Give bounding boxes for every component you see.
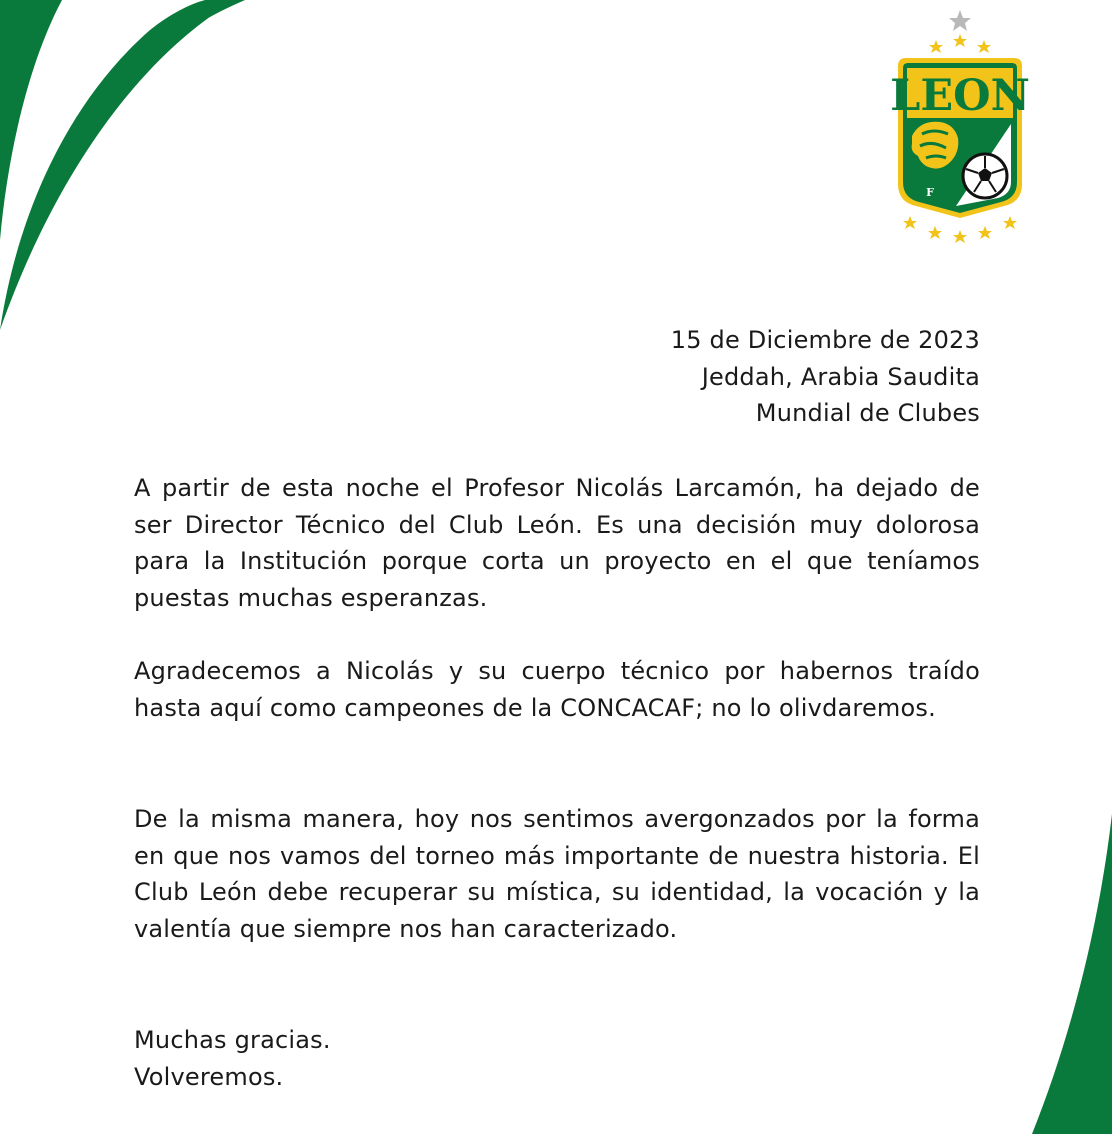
crest-name-text: LEON	[890, 71, 1030, 121]
gold-star-icon	[953, 34, 967, 47]
letter-event: Mundial de Clubes	[755, 399, 980, 427]
gold-star-icon	[977, 40, 991, 53]
letter-paragraph-1: A partir de esta noche el Profesor Nicolás Larcamón, ha dejado de ser Director Técnico del Club León. Es una decisión muy dolorosa para la Institución porque corta un proyecto en el que teníamos puestas muchas esperanzas.	[134, 474, 980, 612]
closing-signoff: Volveremos.	[134, 1063, 284, 1091]
crest-initial-c: C	[935, 194, 945, 207]
gold-star-icon	[929, 40, 943, 53]
gold-star-icon	[978, 226, 992, 239]
letter-paragraph-2: Agradecemos a Nicolás y su cuerpo técnico por habernos traído hasta aquí como campeones de la CONCACAF; no lo olivdaremos.	[134, 657, 980, 722]
soccer-ball-icon	[963, 154, 1007, 198]
letter-paragraph-3: De la misma manera, hoy nos sentimos avergonzados por la forma en que nos vamos del torneo más importante de nuestra historia. El Club León debe recuperar su mística, su identidad, la vocación y la valentía que siempre nos han caracterizado.	[134, 805, 980, 943]
crest-initial-f: F	[926, 186, 934, 199]
gold-star-icon	[928, 226, 942, 239]
letter-date: 15 de Diciembre de 2023	[670, 326, 980, 354]
letter-closing	[134, 1022, 331, 1096]
gold-star-icon	[953, 230, 967, 243]
closing-thanks: Muchas gracias.	[134, 1026, 331, 1054]
club-leon-crest-logo	[890, 6, 1030, 244]
letter-location: Jeddah, Arabia Saudita	[701, 362, 980, 391]
letter-header	[671, 322, 980, 432]
silver-star-icon	[949, 10, 971, 31]
gold-star-icon	[903, 216, 917, 229]
green-swoosh-top-left	[0, 0, 260, 340]
green-swoosh-bottom-right	[1022, 814, 1112, 1134]
gold-star-icon	[1003, 216, 1017, 229]
